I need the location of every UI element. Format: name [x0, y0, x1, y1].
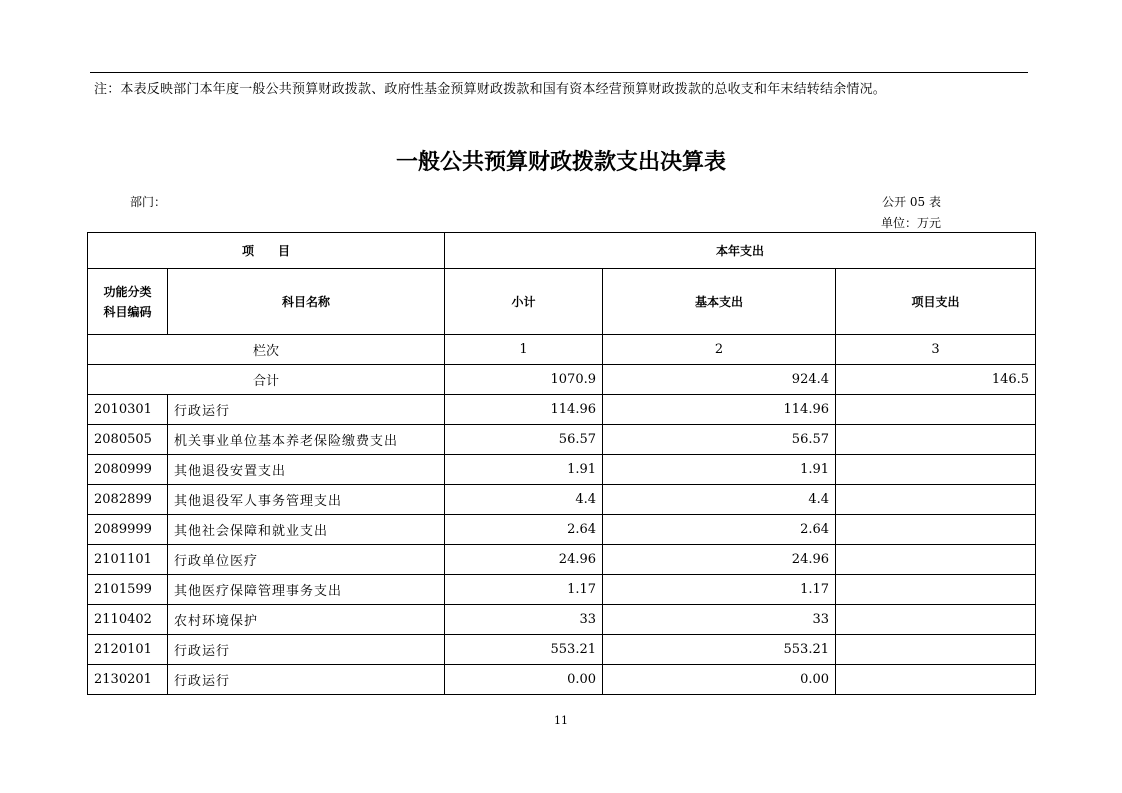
header-row-1	[88, 233, 1036, 269]
table-row	[88, 515, 1036, 545]
row-subject-name: 其他社会保障和就业支出	[168, 515, 445, 545]
row-subject-name: 行政单位医疗	[168, 545, 445, 575]
unit-label: 单位：万元	[880, 216, 941, 230]
row-project-expense	[836, 665, 1036, 695]
row-basic-expense: 4.4	[603, 485, 836, 515]
department-label: 部门：	[130, 195, 167, 209]
column-index-label: 栏次	[88, 335, 445, 365]
row-subject-name: 机关事业单位基本养老保险缴费支出	[168, 425, 445, 455]
row-code: 2080999	[88, 455, 168, 485]
row-code: 2082899	[88, 485, 168, 515]
column-index-row	[88, 335, 1036, 365]
page-title: 一般公共预算财政拨款支出决算表	[395, 150, 726, 175]
row-subject-name: 其他医疗保障管理事务支出	[168, 575, 445, 605]
row-subtotal: 56.57	[445, 425, 603, 455]
total-label: 合计	[88, 365, 445, 395]
row-basic-expense: 1.17	[603, 575, 836, 605]
table-row	[88, 485, 1036, 515]
row-project-expense	[836, 635, 1036, 665]
row-subject-name: 行政运行	[168, 665, 445, 695]
row-subject-name: 其他退役军人事务管理支出	[168, 485, 445, 515]
row-basic-expense: 0.00	[603, 665, 836, 695]
header-subject-name: 科目名称	[168, 269, 445, 335]
header-code-line1: 功能分类	[103, 284, 152, 299]
row-subtotal: 114.96	[445, 395, 603, 425]
row-code: 2080505	[88, 425, 168, 455]
row-subject-name: 其他退役安置支出	[168, 455, 445, 485]
row-subtotal: 2.64	[445, 515, 603, 545]
row-subtotal: 553.21	[445, 635, 603, 665]
row-basic-expense: 33	[603, 605, 836, 635]
total-row	[88, 365, 1036, 395]
table-row	[88, 425, 1036, 455]
table-row	[88, 455, 1036, 485]
row-subtotal: 1.17	[445, 575, 603, 605]
row-project-expense	[836, 425, 1036, 455]
row-subtotal: 1.91	[445, 455, 603, 485]
row-subtotal: 4.4	[445, 485, 603, 515]
row-code: 2130201	[88, 665, 168, 695]
row-subtotal: 24.96	[445, 545, 603, 575]
row-basic-expense: 553.21	[603, 635, 836, 665]
page-number: 11	[554, 714, 568, 727]
row-basic-expense: 24.96	[603, 545, 836, 575]
row-code: 2110402	[88, 605, 168, 635]
row-project-expense	[836, 605, 1036, 635]
row-project-expense	[836, 485, 1036, 515]
row-code: 2101101	[88, 545, 168, 575]
total-basic: 924.4	[603, 365, 836, 395]
column-index-1: 1	[445, 335, 603, 365]
top-rule	[90, 72, 1028, 73]
row-code: 2120101	[88, 635, 168, 665]
row-code: 2101599	[88, 575, 168, 605]
table-row	[88, 635, 1036, 665]
row-subject-name: 行政运行	[168, 395, 445, 425]
row-project-expense	[836, 515, 1036, 545]
row-basic-expense: 114.96	[603, 395, 836, 425]
table-note: 注：本表反映部门本年度一般公共预算财政拨款、政府性基金预算财政拨款和国有资本经营预算财政拨款的总收支和年末结转结余情况。	[94, 82, 887, 97]
row-project-expense	[836, 395, 1036, 425]
table-row	[88, 545, 1036, 575]
row-basic-expense: 1.91	[603, 455, 836, 485]
table-row	[88, 395, 1036, 425]
form-number: 公开 05 表	[882, 195, 941, 209]
header-current-year-expense: 本年支出	[445, 233, 1036, 269]
row-subtotal: 0.00	[445, 665, 603, 695]
row-subject-name: 农村环境保护	[168, 605, 445, 635]
header-item: 项 目	[88, 233, 445, 269]
expense-table	[87, 232, 1036, 695]
row-subject-name: 行政运行	[168, 635, 445, 665]
header-subtotal: 小计	[445, 269, 603, 335]
column-index-2: 2	[603, 335, 836, 365]
total-subtotal: 1070.9	[445, 365, 603, 395]
row-code: 2010301	[88, 395, 168, 425]
table-row	[88, 605, 1036, 635]
header-function-code	[88, 269, 168, 335]
table-row	[88, 575, 1036, 605]
header-basic-expense: 基本支出	[603, 269, 836, 335]
row-project-expense	[836, 575, 1036, 605]
table-row	[88, 665, 1036, 695]
header-project-expense: 项目支出	[836, 269, 1036, 335]
total-project: 146.5	[836, 365, 1036, 395]
header-row-2	[88, 269, 1036, 335]
header-code-line2: 科目编码	[103, 304, 152, 319]
column-index-3: 3	[836, 335, 1036, 365]
row-subtotal: 33	[445, 605, 603, 635]
row-project-expense	[836, 545, 1036, 575]
row-basic-expense: 56.57	[603, 425, 836, 455]
row-basic-expense: 2.64	[603, 515, 836, 545]
row-code: 2089999	[88, 515, 168, 545]
row-project-expense	[836, 455, 1036, 485]
